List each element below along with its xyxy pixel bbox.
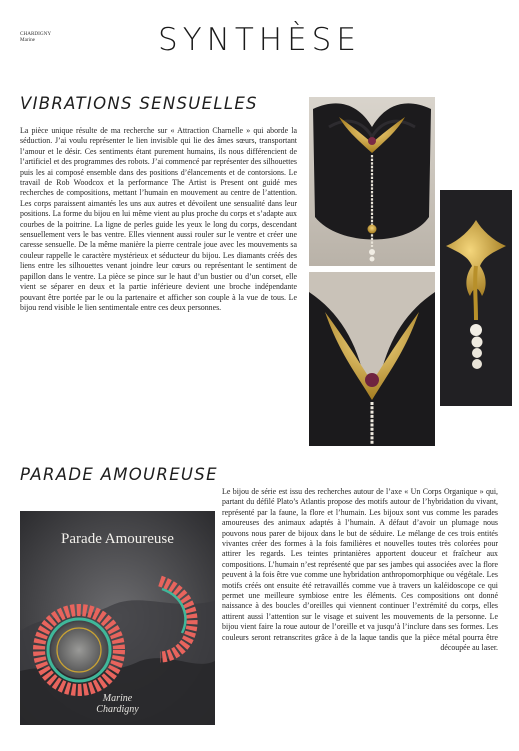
photo-brooch-detail (440, 190, 512, 406)
author-firstname: Marine (20, 37, 35, 44)
photo-jewel-closeup (309, 272, 435, 446)
artwork-title: Parade Amoureuse (61, 531, 174, 547)
artwork-signature-last: Chardigny (96, 704, 139, 715)
section-title-parade: PARADE AMOUREUSE (20, 465, 218, 484)
author-surname: CHARDIGNY (20, 31, 52, 37)
section-text-vibrations: La pièce unique résulte de ma recherche sur « Attraction Charnelle » qui aborde la séduction. J’ai voulu représenter le lien invisible qui lie des âmes sœurs, transportant l’amour et le désir. Ces sentiments étant purement humains, ils nous différencient de l’artificiel et des programmes des robots. J’ai commencé par représenter des silhouettes puis les ai composé ensemble dans des positions d’élancements et de contorsions. Le travail de Rob Woodcox et la performance The Artist is Present ont guidé mes recherches de compositions, mettant l’humain en mouvement au centre de l’attention. Les corps paraissent aimantés les uns aux autres et dévoilent une sensualité dans leur positions. La forme du bijou en lui même vient au plus proche du corps et s’adapte aux courbes de la poitrine. La ligne de perles guide les yeux le long du corps, descendant sensuellement vers le bas ventre. Elles viennent aussi rouler sur le ventre et créer une caresse sensuelle. De la même manière la pierre centrale joue avec les mouvements sa couleur rappelle le caractère mystérieux et séducteur du bijou. Les diamants créés des liens entre les silhouettes venant joindre leur cœurs ou représentant le sentiment de papillon dans le ventre. La pièce se pince sur le haut d’un bustier ou d’un corset, elle vient se séparer en deux et la partie inférieure devient une broche indépendante pouvant être portée par le ou la partenaire et afficher son couple à la vue de tous. Le bijou rend visible le lien sentimentale entre ces deux personnes. (20, 126, 297, 312)
photo-bustier-pendant (309, 97, 435, 266)
artwork-signature-first: Marine (102, 693, 133, 704)
parade-artwork (20, 511, 215, 725)
section-text-parade: Le bijou de série est issu des recherches autour de l’axe « Un Corps Organique » qui, partant du défilé Plato’s Atlantis propose des motifs autour de l’hybridation du vivant, représenté par la faune, la flore et l’humain. Les bijoux sont vus comme les parades amoureuses des animaux adaptés à l’humain. A défaut d’avoir un plumage nous pouvons nous parer de bijoux dans le but de séduire. Le mélange de ces trois entités vivantes créer des formes à la fois familières et nouvelles toutes très colorées pour attirer les regards. Les teintes printanières apportent douceur et fraîcheur aux compositions. L’humain n’est représenté que par ses jambes qui associées avec la flore peuvent à la fois être vue comme une hybridation anthropomorphique ou végétale. Les motifs créés ont ensuite été retravaillés comme vue à travers un kaléidoscope ce qui permet une meilleure symbiose entre les éléments. Ces compositions ont donné naissance à des boucles d’oreilles qui viennent continuer l’extrémité du corps, elles attirent aussi l’attention sur le visage et suivent les mouvements de la personne. Le bijou vient faire la roue autour de l’oreille et va jusqu’à l’inclure dans ses formes. Les couleurs seront retranscrites grâce à de la laque tandis que la pièce métal pourra être découpée au laser. (222, 487, 498, 653)
artwork-signature (20, 693, 215, 715)
section-title-vibrations: VIBRATIONS SENSUELLES (20, 94, 258, 113)
page-title: SYNTHÈSE (158, 22, 361, 58)
